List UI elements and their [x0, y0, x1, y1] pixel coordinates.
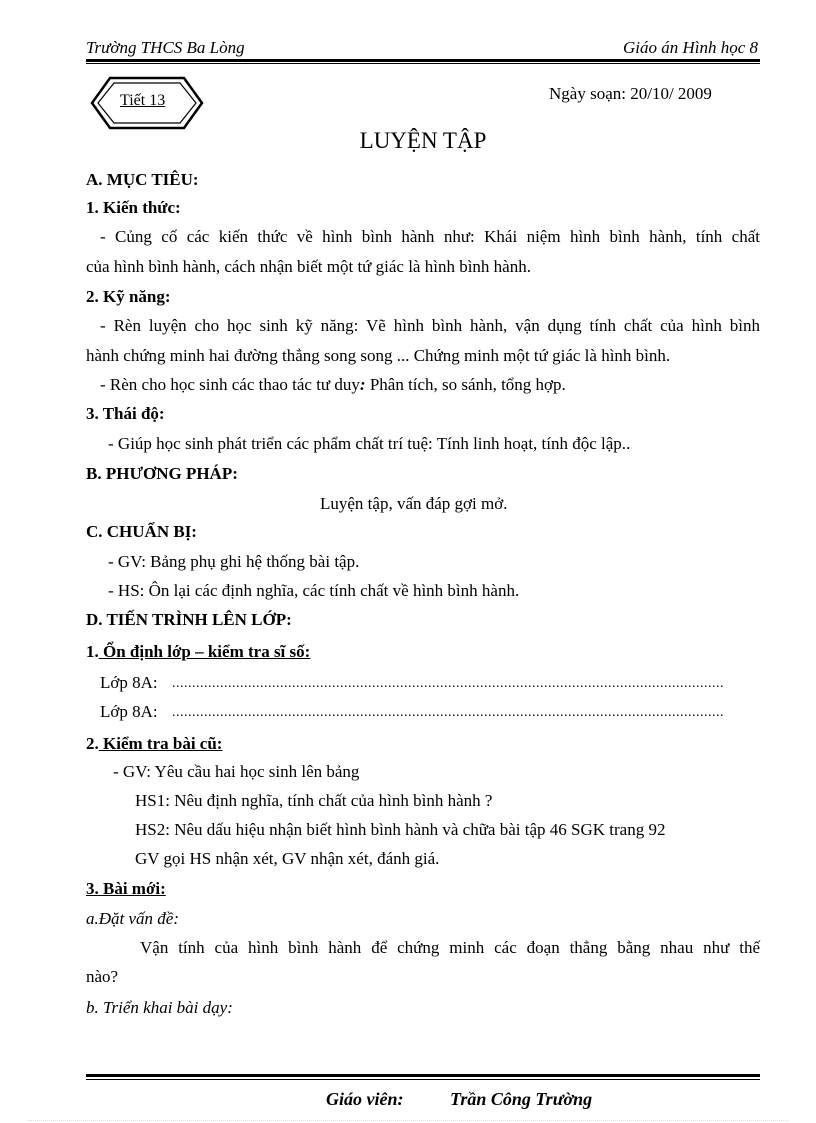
header-school: Trường THCS Ba Lòng [86, 38, 245, 57]
skills-line-3 [100, 375, 566, 395]
section-c-title: C. CHUẨN BỊ: [86, 522, 197, 541]
check-gv: - GV: Yêu cầu hai học sinh lên bảng [113, 762, 360, 781]
sub-a-title: a.Đặt vấn đề: [86, 909, 180, 928]
footer-teacher-name: Trần Công Trường [450, 1089, 593, 1109]
footer-rule-thin [86, 1079, 760, 1080]
step-2-heading [86, 734, 222, 754]
step-2-number: 2. [86, 734, 99, 753]
problem-line-1: Vận tính của hình bình hành để chứng minh các đoạn thẳng bằng nhau như thế [140, 938, 760, 957]
problem-line-2: nào? [86, 967, 119, 986]
header-rule-thin [86, 63, 760, 64]
class-2-dots: .......................................................................................................................................... [172, 705, 724, 720]
header-rule-thick [86, 59, 760, 62]
skills-line-3-colon: : [359, 375, 366, 394]
check-hs1: HS1: Nêu định nghĩa, tính chất của hình bình hành ? [135, 791, 493, 810]
step-1-heading [86, 642, 310, 662]
skills-line-3-a: - Rèn cho học sinh các thao tác tư duy [100, 375, 360, 394]
section-b-title: B. PHƯƠNG PHÁP: [86, 464, 238, 483]
lesson-number: Tiết 13 [120, 92, 166, 109]
class-1-label: Lớp 8A: [100, 673, 158, 692]
attitude-line-1: - Giúp học sinh phát triển các phẩm chất trí tuệ: Tính linh hoạt, tính độc lập.. [108, 434, 631, 453]
date-label: Ngày soạn: [549, 84, 626, 103]
skills-line-2: hành chứng minh hai đường thẳng song song ... Chứng minh một tứ giác là hình bình. [86, 346, 671, 365]
skills-title: 2. Kỹ năng: [86, 287, 171, 306]
skills-line-3-b: Phân tích, so sánh, tổng hợp. [365, 375, 566, 394]
attitude-title: 3. Thái độ: [86, 404, 165, 423]
prep-gv: - GV: Bảng phụ ghi hệ thống bài tập. [108, 552, 360, 571]
check-hs2: HS2: Nêu dấu hiệu nhận biết hình bình hành và chữa bài tập 46 SGK trang 92 [135, 820, 666, 839]
bottom-divider [28, 1120, 788, 1122]
section-a-title: A. MỤC TIÊU: [86, 170, 199, 189]
prep-hs: - HS: Ôn lại các định nghĩa, các tính chất về hình bình hành. [108, 581, 520, 600]
footer-label: Giáo viên: [326, 1089, 404, 1109]
step-1-title: Ổn định lớp – kiểm tra sĩ số: [98, 642, 311, 661]
page-title: LUYỆN TẬP [359, 128, 487, 153]
step-1-number: 1. [86, 642, 99, 661]
step-3-title: 3. Bài mới: [86, 879, 166, 898]
step-2-title: Kiểm tra bài cũ: [98, 734, 223, 753]
knowledge-line-1: - Củng cố các kiến thức về hình bình hành như: Khái niệm hình bình hành, tính chất [100, 227, 760, 246]
class-1-dots: .......................................................................................................................................... [172, 676, 724, 691]
method-line: Luyện tập, vấn đáp gợi mở. [320, 494, 508, 513]
date-line [549, 84, 712, 104]
sub-b-title: b. Triển khai bài dạy: [86, 998, 233, 1017]
footer-rule-thick [86, 1074, 760, 1077]
date-value: 20/10/ 2009 [630, 84, 712, 103]
knowledge-title: 1. Kiến thức: [86, 198, 181, 217]
header-subject: Giáo án Hình học 8 [622, 38, 758, 57]
skills-line-1: - Rèn luyện cho học sinh kỹ năng: Vẽ hình bình hành, vận dụng tính chất của hình bình [100, 316, 760, 335]
check-gv2: GV gọi HS nhận xét, GV nhận xét, đánh giá. [135, 849, 440, 868]
class-2-label: Lớp 8A: [100, 702, 158, 721]
section-d-title: D. TIẾN TRÌNH LÊN LỚP: [86, 610, 292, 629]
lesson-badge [90, 76, 204, 130]
knowledge-line-2: của hình bình hành, cách nhận biết một tứ giác là hình bình hành. [86, 257, 531, 276]
